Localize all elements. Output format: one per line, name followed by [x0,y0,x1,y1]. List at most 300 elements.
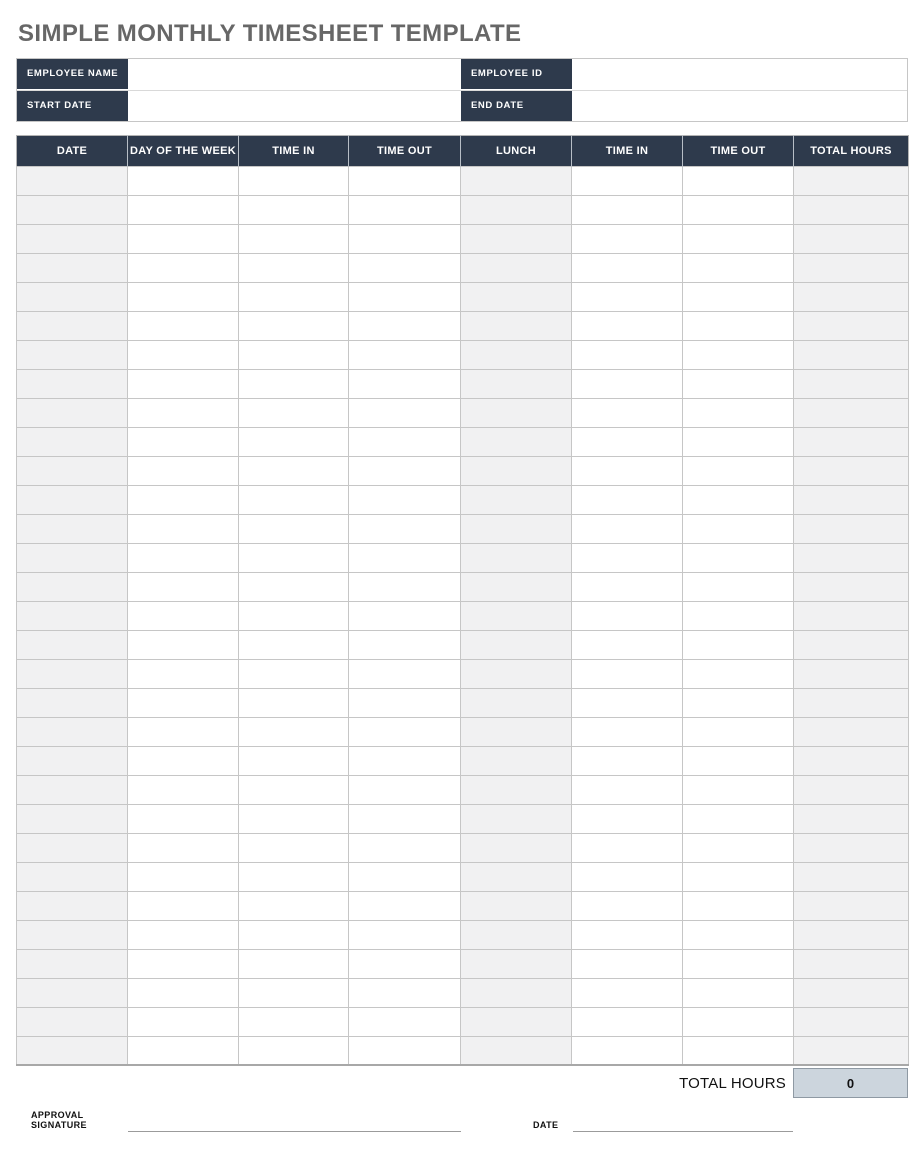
cell-lunch-4[interactable] [461,282,572,311]
timesheet-page [0,20,924,1132]
cell-time-out-6[interactable] [683,659,794,688]
cell-total-hours-7[interactable] [794,659,909,688]
date-label: DATE [533,1120,559,1131]
cell-day-of-the-week-1[interactable] [128,398,239,427]
column-header-date-0: DATE [17,135,128,166]
cell-time-in-2[interactable] [239,253,349,282]
cell-day-of-the-week-1[interactable] [128,746,239,775]
total-hours-label: TOTAL HOURS [679,1074,786,1092]
cell-total-hours-7[interactable] [794,427,909,456]
total-hours-row [16,1068,908,1098]
cell-time-out-6[interactable] [683,601,794,630]
cell-date-0[interactable] [17,340,128,369]
cell-time-in-2[interactable] [239,514,349,543]
cell-time-in-2[interactable] [239,630,349,659]
cell-day-of-the-week-1[interactable] [128,572,239,601]
timesheet-row [17,659,909,688]
cell-time-in-2[interactable] [239,195,349,224]
cell-time-out-3[interactable] [349,717,461,746]
cell-time-in-2[interactable] [239,746,349,775]
cell-time-in-2[interactable] [239,978,349,1007]
cell-date-0[interactable] [17,166,128,195]
timesheet-row [17,311,909,340]
cell-time-in-5[interactable] [572,1036,683,1065]
cell-total-hours-7[interactable] [794,833,909,862]
cell-lunch-4[interactable] [461,224,572,253]
cell-time-out-6[interactable] [683,369,794,398]
timesheet-row [17,253,909,282]
cell-lunch-4[interactable] [461,659,572,688]
cell-time-out-6[interactable] [683,717,794,746]
cell-date-0[interactable] [17,746,128,775]
cell-lunch-4[interactable] [461,195,572,224]
cell-lunch-4[interactable] [461,514,572,543]
cell-day-of-the-week-1[interactable] [128,514,239,543]
cell-time-out-3[interactable] [349,253,461,282]
cell-time-out-6[interactable] [683,630,794,659]
timesheet-row [17,485,909,514]
cell-time-in-2[interactable] [239,1007,349,1036]
cell-total-hours-7[interactable] [794,891,909,920]
cell-time-in-5[interactable] [572,543,683,572]
cell-date-0[interactable] [17,804,128,833]
cell-time-out-6[interactable] [683,804,794,833]
timesheet-row [17,398,909,427]
cell-date-0[interactable] [17,688,128,717]
cell-lunch-4[interactable] [461,369,572,398]
cell-time-in-5[interactable] [572,804,683,833]
cell-lunch-4[interactable] [461,398,572,427]
cell-time-in-5[interactable] [572,978,683,1007]
cell-time-in-2[interactable] [239,891,349,920]
cell-date-0[interactable] [17,1036,128,1065]
cell-time-out-3[interactable] [349,688,461,717]
column-header-lunch-4: LUNCH [461,135,572,166]
cell-time-in-2[interactable] [239,340,349,369]
timesheet-row [17,427,909,456]
cell-lunch-4[interactable] [461,862,572,891]
cell-date-0[interactable] [17,427,128,456]
cell-date-0[interactable] [17,282,128,311]
cell-time-in-5[interactable] [572,311,683,340]
timesheet-row [17,949,909,978]
cell-time-out-6[interactable] [683,978,794,1007]
cell-time-out-6[interactable] [683,1007,794,1036]
timesheet-row [17,1007,909,1036]
cell-time-in-5[interactable] [572,514,683,543]
timesheet-row [17,166,909,195]
page-title: SIMPLE MONTHLY TIMESHEET TEMPLATE [18,20,522,47]
cell-time-out-6[interactable] [683,340,794,369]
cell-time-out-6[interactable] [683,456,794,485]
cell-date-0[interactable] [17,891,128,920]
cell-lunch-4[interactable] [461,804,572,833]
employee-name-value-field[interactable] [128,59,461,89]
cell-time-out-6[interactable] [683,572,794,601]
cell-date-0[interactable] [17,949,128,978]
cell-time-out-6[interactable] [683,253,794,282]
cell-time-in-5[interactable] [572,891,683,920]
cell-day-of-the-week-1[interactable] [128,427,239,456]
timesheet-row [17,717,909,746]
cell-time-out-3[interactable] [349,862,461,891]
cell-total-hours-7[interactable] [794,195,909,224]
cell-lunch-4[interactable] [461,340,572,369]
cell-lunch-4[interactable] [461,688,572,717]
cell-lunch-4[interactable] [461,456,572,485]
cell-day-of-the-week-1[interactable] [128,659,239,688]
column-header-day-of-the-week-1: DAY OF THE WEEK [128,135,239,166]
cell-date-0[interactable] [17,833,128,862]
cell-day-of-the-week-1[interactable] [128,920,239,949]
cell-time-in-2[interactable] [239,949,349,978]
cell-date-0[interactable] [17,543,128,572]
cell-total-hours-7[interactable] [794,340,909,369]
timesheet-row [17,543,909,572]
cell-time-out-3[interactable] [349,804,461,833]
column-header-time-out-6: TIME OUT [683,135,794,166]
cell-time-out-3[interactable] [349,601,461,630]
cell-time-in-2[interactable] [239,543,349,572]
cell-time-in-5[interactable] [572,253,683,282]
cell-day-of-the-week-1[interactable] [128,949,239,978]
signature-row [16,1110,908,1132]
cell-day-of-the-week-1[interactable] [128,804,239,833]
cell-date-0[interactable] [17,775,128,804]
cell-day-of-the-week-1[interactable] [128,862,239,891]
cell-total-hours-7[interactable] [794,920,909,949]
cell-time-in-2[interactable] [239,688,349,717]
cell-time-out-3[interactable] [349,920,461,949]
cell-lunch-4[interactable] [461,949,572,978]
cell-date-0[interactable] [17,630,128,659]
cell-time-out-3[interactable] [349,514,461,543]
timesheet-row [17,891,909,920]
cell-day-of-the-week-1[interactable] [128,775,239,804]
cell-time-out-6[interactable] [683,746,794,775]
cell-total-hours-7[interactable] [794,369,909,398]
cell-time-out-3[interactable] [349,746,461,775]
cell-lunch-4[interactable] [461,630,572,659]
cell-time-in-5[interactable] [572,862,683,891]
cell-lunch-4[interactable] [461,1036,572,1065]
cell-time-out-3[interactable] [349,485,461,514]
date-line [573,1118,793,1132]
cell-lunch-4[interactable] [461,775,572,804]
column-header-time-out-3: TIME OUT [349,135,461,166]
cell-day-of-the-week-1[interactable] [128,166,239,195]
timesheet-row [17,340,909,369]
cell-day-of-the-week-1[interactable] [128,340,239,369]
cell-date-0[interactable] [17,601,128,630]
cell-day-of-the-week-1[interactable] [128,717,239,746]
cell-date-0[interactable] [17,369,128,398]
cell-time-in-2[interactable] [239,862,349,891]
cell-day-of-the-week-1[interactable] [128,311,239,340]
cell-date-0[interactable] [17,717,128,746]
cell-time-out-3[interactable] [349,224,461,253]
timesheet-row [17,630,909,659]
cell-time-out-6[interactable] [683,282,794,311]
cell-time-out-6[interactable] [683,543,794,572]
cell-time-out-6[interactable] [683,166,794,195]
cell-time-out-6[interactable] [683,688,794,717]
approval-signature-label: APPROVAL SIGNATURE [31,1110,87,1131]
cell-total-hours-7[interactable] [794,485,909,514]
timesheet-row [17,775,909,804]
cell-total-hours-7[interactable] [794,630,909,659]
timesheet-row [17,195,909,224]
cell-time-in-5[interactable] [572,775,683,804]
cell-time-in-5[interactable] [572,688,683,717]
cell-total-hours-7[interactable] [794,804,909,833]
cell-lunch-4[interactable] [461,601,572,630]
cell-day-of-the-week-1[interactable] [128,1036,239,1065]
cell-day-of-the-week-1[interactable] [128,688,239,717]
cell-lunch-4[interactable] [461,543,572,572]
cell-time-in-2[interactable] [239,572,349,601]
cell-time-in-5[interactable] [572,166,683,195]
cell-time-out-3[interactable] [349,1007,461,1036]
cell-total-hours-7[interactable] [794,1007,909,1036]
cell-total-hours-7[interactable] [794,572,909,601]
cell-total-hours-7[interactable] [794,862,909,891]
cell-time-in-2[interactable] [239,398,349,427]
cell-lunch-4[interactable] [461,1007,572,1036]
cell-time-out-3[interactable] [349,659,461,688]
cell-lunch-4[interactable] [461,920,572,949]
cell-lunch-4[interactable] [461,427,572,456]
cell-time-in-5[interactable] [572,427,683,456]
cell-time-in-5[interactable] [572,224,683,253]
cell-time-in-2[interactable] [239,311,349,340]
cell-date-0[interactable] [17,311,128,340]
cell-time-in-2[interactable] [239,369,349,398]
cell-total-hours-7[interactable] [794,717,909,746]
cell-time-out-6[interactable] [683,195,794,224]
cell-total-hours-7[interactable] [794,1036,909,1065]
timesheet-row [17,369,909,398]
cell-time-out-6[interactable] [683,224,794,253]
cell-time-out-3[interactable] [349,775,461,804]
cell-time-out-3[interactable] [349,543,461,572]
cell-day-of-the-week-1[interactable] [128,630,239,659]
cell-lunch-4[interactable] [461,891,572,920]
column-header-total-hours-7: TOTAL HOURS [794,135,909,166]
cell-time-out-6[interactable] [683,920,794,949]
cell-total-hours-7[interactable] [794,601,909,630]
cell-time-out-6[interactable] [683,775,794,804]
cell-time-out-6[interactable] [683,891,794,920]
start-date-value-field[interactable] [128,91,461,121]
cell-lunch-4[interactable] [461,166,572,195]
cell-date-0[interactable] [17,862,128,891]
cell-total-hours-7[interactable] [794,166,909,195]
cell-total-hours-7[interactable] [794,688,909,717]
cell-day-of-the-week-1[interactable] [128,224,239,253]
cell-time-in-2[interactable] [239,833,349,862]
cell-day-of-the-week-1[interactable] [128,485,239,514]
timesheet-row [17,746,909,775]
cell-time-in-5[interactable] [572,833,683,862]
cell-day-of-the-week-1[interactable] [128,369,239,398]
start-date-label: START DATE [17,91,128,121]
cell-time-out-6[interactable] [683,398,794,427]
cell-time-in-2[interactable] [239,485,349,514]
cell-time-out-3[interactable] [349,311,461,340]
cell-time-in-5[interactable] [572,340,683,369]
cell-lunch-4[interactable] [461,746,572,775]
cell-time-out-3[interactable] [349,166,461,195]
cell-time-out-6[interactable] [683,1036,794,1065]
column-header-time-in-5: TIME IN [572,135,683,166]
cell-time-in-2[interactable] [239,717,349,746]
cell-time-in-5[interactable] [572,630,683,659]
cell-time-in-2[interactable] [239,804,349,833]
cell-time-out-3[interactable] [349,398,461,427]
table-header-row [17,135,909,166]
cell-date-0[interactable] [17,253,128,282]
end-date-label: END DATE [461,91,572,121]
cell-time-out-6[interactable] [683,949,794,978]
cell-time-out-3[interactable] [349,369,461,398]
cell-time-out-6[interactable] [683,514,794,543]
cell-time-in-5[interactable] [572,456,683,485]
cell-time-out-6[interactable] [683,485,794,514]
end-date-value-field[interactable] [572,91,907,121]
cell-day-of-the-week-1[interactable] [128,833,239,862]
cell-time-in-2[interactable] [239,1036,349,1065]
employee-info-row [17,59,907,89]
cell-time-out-3[interactable] [349,427,461,456]
employee-id-label: EMPLOYEE ID [461,59,572,89]
cell-total-hours-7[interactable] [794,224,909,253]
cell-total-hours-7[interactable] [794,282,909,311]
cell-time-in-5[interactable] [572,1007,683,1036]
cell-time-in-5[interactable] [572,920,683,949]
cell-time-in-5[interactable] [572,282,683,311]
cell-time-out-3[interactable] [349,833,461,862]
cell-time-in-5[interactable] [572,601,683,630]
cell-lunch-4[interactable] [461,311,572,340]
cell-day-of-the-week-1[interactable] [128,195,239,224]
cell-total-hours-7[interactable] [794,978,909,1007]
cell-lunch-4[interactable] [461,833,572,862]
employee-name-label: EMPLOYEE NAME [17,59,128,89]
timesheet-row [17,978,909,1007]
cell-total-hours-7[interactable] [794,253,909,282]
employee-info-row [17,91,907,121]
cell-total-hours-7[interactable] [794,311,909,340]
cell-time-in-2[interactable] [239,166,349,195]
cell-time-in-2[interactable] [239,224,349,253]
cell-time-out-3[interactable] [349,1036,461,1065]
cell-time-in-2[interactable] [239,659,349,688]
cell-day-of-the-week-1[interactable] [128,456,239,485]
cell-total-hours-7[interactable] [794,949,909,978]
timesheet-row [17,514,909,543]
timesheet-row [17,456,909,485]
cell-time-in-5[interactable] [572,717,683,746]
cell-day-of-the-week-1[interactable] [128,543,239,572]
cell-day-of-the-week-1[interactable] [128,1007,239,1036]
cell-time-out-3[interactable] [349,282,461,311]
cell-time-in-5[interactable] [572,949,683,978]
cell-time-in-5[interactable] [572,485,683,514]
cell-date-0[interactable] [17,224,128,253]
cell-date-0[interactable] [17,659,128,688]
cell-day-of-the-week-1[interactable] [128,891,239,920]
cell-total-hours-7[interactable] [794,456,909,485]
timesheet-row [17,833,909,862]
cell-total-hours-7[interactable] [794,514,909,543]
cell-date-0[interactable] [17,456,128,485]
total-hours-value-cell [793,1068,908,1098]
cell-time-in-5[interactable] [572,572,683,601]
cell-time-in-2[interactable] [239,282,349,311]
employee-id-value-field[interactable] [572,59,907,89]
cell-lunch-4[interactable] [461,572,572,601]
cell-total-hours-7[interactable] [794,398,909,427]
cell-date-0[interactable] [17,572,128,601]
cell-time-out-3[interactable] [349,572,461,601]
cell-time-out-3[interactable] [349,949,461,978]
cell-time-out-3[interactable] [349,195,461,224]
cell-time-in-2[interactable] [239,775,349,804]
cell-time-in-2[interactable] [239,920,349,949]
cell-time-in-2[interactable] [239,601,349,630]
cell-day-of-the-week-1[interactable] [128,601,239,630]
cell-date-0[interactable] [17,398,128,427]
cell-time-out-3[interactable] [349,340,461,369]
cell-lunch-4[interactable] [461,717,572,746]
cell-time-out-6[interactable] [683,833,794,862]
cell-time-in-2[interactable] [239,427,349,456]
cell-day-of-the-week-1[interactable] [128,253,239,282]
cell-lunch-4[interactable] [461,978,572,1007]
cell-total-hours-7[interactable] [794,746,909,775]
cell-time-out-6[interactable] [683,862,794,891]
cell-time-in-5[interactable] [572,746,683,775]
cell-date-0[interactable] [17,978,128,1007]
cell-time-in-5[interactable] [572,369,683,398]
cell-time-out-6[interactable] [683,427,794,456]
cell-date-0[interactable] [17,195,128,224]
cell-date-0[interactable] [17,1007,128,1036]
cell-time-in-5[interactable] [572,659,683,688]
cell-time-in-2[interactable] [239,456,349,485]
cell-time-out-3[interactable] [349,891,461,920]
cell-total-hours-7[interactable] [794,775,909,804]
cell-time-in-5[interactable] [572,398,683,427]
cell-total-hours-7[interactable] [794,543,909,572]
cell-time-out-3[interactable] [349,630,461,659]
cell-time-out-6[interactable] [683,311,794,340]
timesheet-row [17,282,909,311]
cell-date-0[interactable] [17,920,128,949]
cell-date-0[interactable] [17,514,128,543]
cell-time-out-3[interactable] [349,456,461,485]
timesheet-row [17,572,909,601]
cell-date-0[interactable] [17,485,128,514]
cell-lunch-4[interactable] [461,485,572,514]
employee-info-block [16,58,908,122]
cell-time-out-3[interactable] [349,978,461,1007]
cell-time-in-5[interactable] [572,195,683,224]
cell-day-of-the-week-1[interactable] [128,282,239,311]
cell-lunch-4[interactable] [461,253,572,282]
cell-day-of-the-week-1[interactable] [128,978,239,1007]
